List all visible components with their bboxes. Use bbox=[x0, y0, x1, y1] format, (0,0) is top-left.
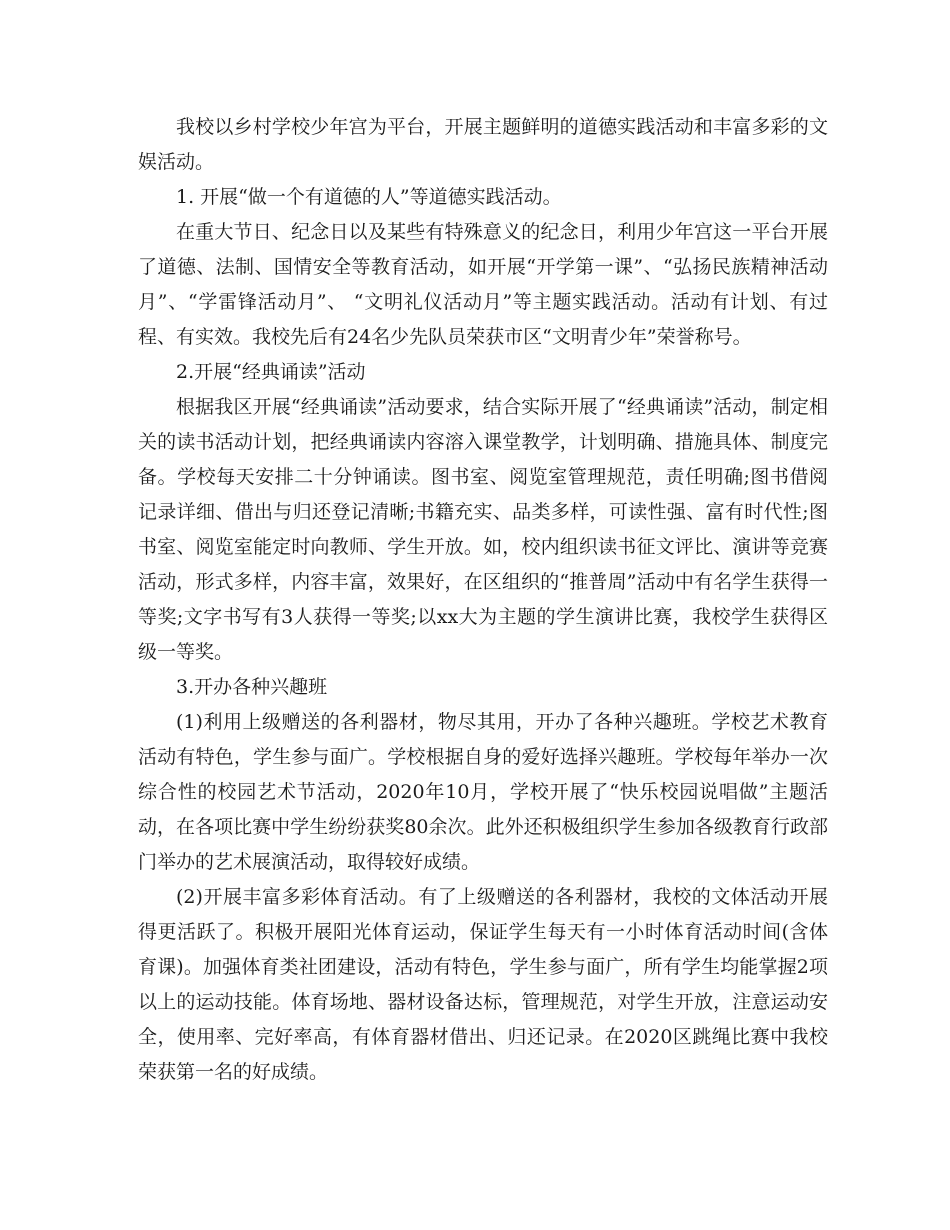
section-2-paragraph: 根据我区开展“经典诵读”活动要求，结合实际开展了“经典诵读”活动，制定相关的读书活动计划，把经典诵读内容溶入课堂教学，计划明确、措施具体、制度完备。学校每天安排二十分钟诵读。图书室、阅览室管理规范，责任明确;图书借阅记录详细、借出与归还登记清晰;书籍充实、品类多样，可读性强、富有时代性;图书室、阅览室能定时向教师、学生开放。如，校内组织读书征文评比、演讲等竞赛活动，形式多样，内容丰富，效果好，在区组织的“推普周”活动中有名学生获得一等奖;文字书写有3人获得一等奖;以xx大为主题的学生演讲比赛，我校学生获得区级一等奖。 bbox=[138, 396, 828, 663]
section-heading-3: 3.开办各种兴趣班 bbox=[176, 676, 328, 698]
section-3-item-1-paragraph: (1)利用上级赠送的各利器材，物尽其用，开办了各种兴趣班。学校艺术教育活动有特色，学生参与面广。学校根据自身的爱好选择兴趣班。学校每年举办一次综合性的校园艺术节活动，2020年10月，学校开展了“快乐校园说唱做”主题活动，在各项比赛中学生纷纷获奖80余次。此外还积极组织学生参加各级教育行政部门举办的艺术展演活动，取得较好成绩。 bbox=[138, 711, 828, 873]
section-1-paragraph: 在重大节日、纪念日以及某些有特殊意义的纪念日，利用少年宫这一平台开展了道德、法制、国情安全等教育活动，如开展“开学第一课”、“弘扬民族精神活动月”、“学雷锋活动月”、 “文明礼仪活动月”等主题实践活动。活动有计划、有过程、有实效。我校先后有24名少先队员荣获市区“文明青少年”荣誉称号。 bbox=[138, 221, 828, 348]
intro-paragraph: 我校以乡村学校少年宫为平台，开展主题鲜明的道德实践活动和丰富多彩的文娱活动。 bbox=[138, 116, 828, 173]
section-heading-1: 1. 开展“做一个有道德的人”等道德实践活动。 bbox=[176, 186, 562, 208]
section-3-item-2-paragraph: (2)开展丰富多彩体育活动。有了上级赠送的各利器材，我校的文体活动开展得更活跃了。积极开展阳光体育运动，保证学生每天有一小时体育活动时间(含体育课)。加强体育类社团建设，活动有特色，学生参与面广，所有学生均能掌握2项以上的运动技能。体育场地、器材设备达标，管理规范，对学生开放，注意运动安全，使用率、完好率高，有体育器材借出、归还记录。在2020区跳绳比赛中我校荣获第一名的好成绩。 bbox=[138, 886, 828, 1083]
section-heading-2: 2.开展“经典诵读”活动 bbox=[176, 361, 366, 383]
